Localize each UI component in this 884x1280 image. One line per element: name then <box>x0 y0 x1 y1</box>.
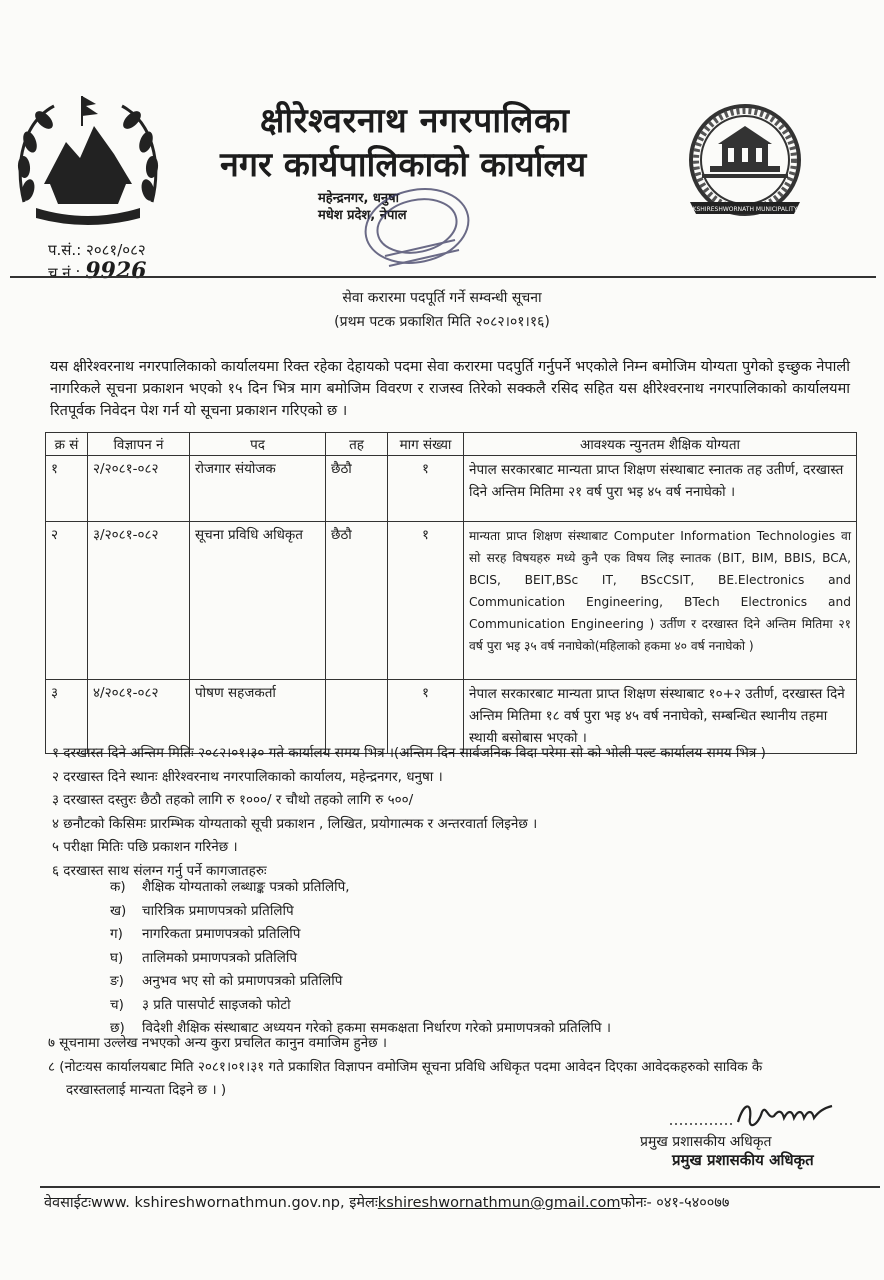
note-item: ३ दरखास्त दस्तुरः छैठौ तहको लागि रु १०००/ र चौथो तहको लागि रु ५००/ <box>52 792 414 808</box>
document-item <box>110 970 611 994</box>
footer-website: वेवसाईटःwww. kshireshwornathmun.gov.np, <box>44 1195 345 1211</box>
document-key: क) <box>110 879 126 895</box>
document-text: अनुभव भए सो को प्रमाणपत्रको प्रतिलिपि <box>142 973 343 989</box>
required-documents-list <box>110 876 611 1041</box>
cell-demand: १ <box>388 456 464 522</box>
handwritten-signature <box>644 1096 864 1136</box>
footer-phone: ०४१-५४००७७ <box>656 1195 730 1211</box>
document-key: ङ) <box>110 973 124 989</box>
note-item: ५ परीक्षा मितिः पछि प्रकाशन गरिनेछ । <box>52 839 238 855</box>
footer-divider <box>40 1186 880 1188</box>
office-stamp <box>345 186 475 278</box>
municipality-logo <box>680 102 810 228</box>
office-name: नगर कार्यपालिकाको कार्यालय <box>220 145 587 185</box>
document-key: छ) <box>110 1020 125 1036</box>
col-header-qualification: आवश्यक न्युनतम शैक्षिक योग्यता <box>464 433 857 456</box>
vacancy-table <box>45 432 857 754</box>
cell-adv-no: ४/२०८१-०८२ <box>88 680 190 754</box>
document-text: शैक्षिक योग्यताको लब्धाङ्क पत्रको प्रतिलिपि, <box>142 879 350 895</box>
document-key: ख) <box>110 902 127 919</box>
note-item: २ दरखास्त दिने स्थानः क्षीरेश्वरनाथ नगरपालिकाको कार्यालय, महेन्द्रनगर, धनुषा । <box>52 768 443 785</box>
cell-post: रोजगार संयोजक <box>190 456 326 522</box>
document-text: चारित्रिक प्रमाणपत्रको प्रतिलिपि <box>142 902 294 919</box>
document-item <box>110 994 611 1018</box>
patra-sankhya-value: २०८१/०८२ <box>86 241 146 259</box>
org-name: क्षीरेश्वरनाथ नगरपालिका <box>260 101 570 141</box>
note-item: दरखास्तलाई मान्यता दिइने छ । ) <box>66 1082 227 1098</box>
address-line-2: मधेश प्रदेश, नेपाल <box>318 208 407 223</box>
note-item: ८ (नोटःयस कार्यालयबाट मिति २०८१।०१।३१ गते प्रकाशित विज्ञापन वमोजिम सूचना प्रविधि अधिकृत पदमा आवेदन दिएका आवेदकहरुको साविक कै <box>48 1058 763 1075</box>
cell-sn: २ <box>46 522 88 680</box>
document-item <box>110 900 611 924</box>
notice-title: सेवा करारमा पदपूर्ति गर्ने सम्वन्धी सूचना <box>342 290 542 306</box>
notice-intro: यस क्षीरेश्वरनाथ नगरपालिकाको कार्यालयमा रिक्त रहेका देहायको पदमा सेवा करारमा पदपुर्ति गर्नुपर्ने भएकोले निम्न बमोजिम योग्यता पुगेको इच्छुक नेपाली नागरिकले सूचना प्रकाशन भएको १५ दिन भित्र माग बमोजिम विवरण र राजस्व तिरेको सक्कलै रसिद सहित यस क्षीरेश्वरनाथ नगरपालिकाको कार्यालयमा रितपूर्वक निवेदन पेश गर्न यो सूचना प्रकाशन गरिएको छ । <box>50 359 850 419</box>
signature-stamp-title: प्रमुख प्रशासकीय अधिकृत <box>672 1151 814 1169</box>
col-header-demand: माग संख्या <box>388 433 464 456</box>
col-header-adv-no: विज्ञापन नं <box>88 433 190 456</box>
notes-after-list <box>48 1032 762 1103</box>
document-text: नागरिकता प्रमाणपत्रको प्रतिलिपि <box>142 926 301 942</box>
col-header-level: तह <box>326 433 388 456</box>
document-text: ३ प्रति पासपोर्ट साइजको फोटो <box>142 996 291 1013</box>
chalani-label: च.नं.: <box>48 264 81 282</box>
cell-sn: ३ <box>46 680 88 754</box>
cell-qualification: नेपाल सरकारबाट मान्यता प्राप्त शिक्षण संस्थाबाट स्नातक तह उतीर्ण, दरखास्त दिने अन्तिम मितिमा २१ वर्ष पुरा भइ ४५ वर्ष ननाघेको । <box>464 456 857 522</box>
cell-post: सूचना प्रविधि अधिकृत <box>190 522 326 680</box>
footer-contact <box>44 1192 729 1212</box>
cell-qualification: मान्यता प्राप्त शिक्षण संस्थाबाट Computer Information Technologies वा सो सरह विषयहरु मध्ये कुनै एक विषय लिइ स्नातक (BIT, BIM, BBIS, BCA, BCIS, BEIT,BSc IT, BScCSIT, BE.Electronics and Communication Engineering, BTech Electronics and Communication Engineering ) उर्तीण र दरखास्त दिने अन्तिम मितिमा २१ वर्ष पुरा भइ ३५ वर्ष ननाघेको(महिलाको हकमा ४० वर्ष ननाघेको ) <box>464 522 857 680</box>
document-key: च) <box>110 996 124 1013</box>
document-item <box>110 947 611 971</box>
col-header-sn: क्र सं <box>46 433 88 456</box>
cell-demand: १ <box>388 522 464 680</box>
table-header-row <box>46 433 857 456</box>
cell-adv-no: ३/२०८१-०८२ <box>88 522 190 680</box>
cell-demand: १ <box>388 680 464 754</box>
note-item: १ दरखास्त दिने अन्तिम मितिः २०८२।०१।३० गते कार्यालय समय भित्र ।(अन्तिम दिन सार्वजनिक विदा परेमा सो को भोली पल्ट कार्यालय समय भित्र ) <box>52 745 766 761</box>
footer-email-link[interactable]: kshireshwornathmun@gmail.com <box>377 1195 621 1211</box>
header-divider <box>10 276 876 278</box>
cell-level: छैठौ <box>326 522 388 680</box>
table-row <box>46 522 857 680</box>
footer-email-label: इमेलः <box>349 1195 378 1211</box>
note-item: ६ दरखास्त साथ संलग्न गर्नु पर्ने कागजातहरुः <box>52 862 267 879</box>
cell-qualification: नेपाल सरकारबाट मान्यता प्राप्त शिक्षण संस्थाबाट १०+२ उतीर्ण, दरखास्त दिने अन्तिम मितिमा १८ वर्ष पुरा भइ ४५ वर्ष ननाघेको, सम्बन्धित स्थानीय तहमा स्थायी बसोबास भएको । <box>464 680 857 754</box>
document-key: ग) <box>110 926 123 942</box>
note-item: ४ छनौटको किसिमः प्रारम्भिक योग्यताको सूची प्रकाशन , लिखित, प्रयोगात्मक र अन्तरवार्ता लिइनेछ । <box>52 815 538 832</box>
cell-sn: १ <box>46 456 88 522</box>
document-text: तालिमको प्रमाणपत्रको प्रतिलिपि <box>142 949 298 966</box>
cell-level: छैठौ <box>326 456 388 522</box>
cell-adv-no: २/२०८१-०८२ <box>88 456 190 522</box>
cell-post: पोषण सहजकर्ता <box>190 680 326 754</box>
document-text: विदेशी शैक्षिक संस्थाबाट अध्ययन गरेको हकमा समकक्षता निर्धारण गरेको प्रमाणपत्रको प्रतिलिपि । <box>142 1020 611 1036</box>
document-key: घ) <box>110 949 124 966</box>
municipality-logo-text: KSHIRESHWORNATH MUNICIPALITY <box>692 206 798 213</box>
signature-title: प्रमुख प्रशासकीय अधिकृत <box>640 1134 772 1150</box>
notice-subtitle: (प्रथम पटक प्रकाशित मिति २०८२।०१।१६) <box>334 314 550 330</box>
chalani-number: 9926 <box>85 258 147 284</box>
footer-phone-label: फोनः- <box>620 1195 652 1211</box>
government-emblem-logo <box>14 92 162 228</box>
document-item <box>110 923 611 947</box>
chalani-row <box>48 258 147 284</box>
address-line-1: महेन्द्रनगर, धनुषा <box>318 191 400 206</box>
table-row <box>46 456 857 522</box>
document-item <box>110 876 611 900</box>
col-header-post: पद <box>190 433 326 456</box>
note-item: ७ सूचनामा उल्लेख नभएको अन्य कुरा प्रचलित कानुन वमाजिम हुनेछ । <box>48 1035 388 1051</box>
patra-sankhya-label: प.सं.: <box>48 241 82 259</box>
notes-list <box>52 742 852 883</box>
